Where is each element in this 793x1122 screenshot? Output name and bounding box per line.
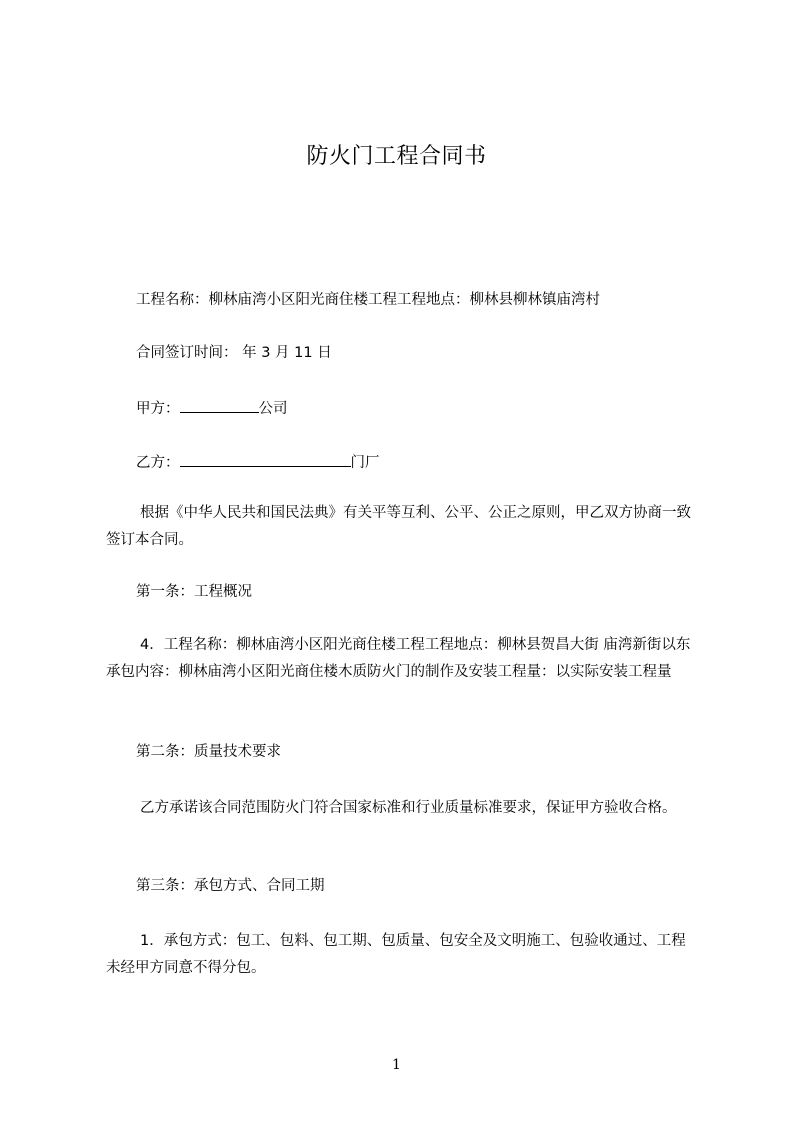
article-1-heading: 第一条：工程概况 <box>136 584 252 600</box>
party-b-blank <box>180 452 351 467</box>
article-3-item-1: 1．承包方式：包工、包料、包工期、包质量、包安全及文明施工、包验收通过、工程未经甲方同意不得分包。 <box>106 933 686 976</box>
document-title: 防火门工程合同书 <box>306 144 487 169</box>
party-b-suffix: 门厂 <box>350 455 380 471</box>
contract-sign-date: 合同签订时间： 年 3 月 11 日 <box>136 345 332 361</box>
party-a-blank <box>180 398 259 413</box>
page-number: 1 <box>392 1057 401 1073</box>
party-a-line <box>136 398 288 419</box>
party-a-suffix: 公司 <box>258 401 288 417</box>
article-2-heading: 第二条：质量技术要求 <box>136 744 281 760</box>
article-2-body: 乙方承诺该合同范围防火门符合国家标准和行业质量标准要求，保证甲方验收合格。 <box>140 800 677 816</box>
article-3-heading: 第三条：承包方式、合同工期 <box>136 878 325 894</box>
party-b-line <box>136 452 380 473</box>
preamble-paragraph: 根据《中华人民共和国民法典》有关平等互利、公平、公正之原则，甲乙双方协商一致签订本合同。 <box>106 505 691 548</box>
article-1-body: 4．工程名称：柳林庙湾小区阳光商住楼工程工程地点：柳林县贺昌大街 庙湾新街以东承包内容：柳林庙湾小区阳光商住楼木质防火门的制作及安装工程量：以实际安装工程量 <box>106 637 691 680</box>
party-b-label: 乙方： <box>136 455 180 471</box>
party-a-label: 甲方： <box>136 401 180 417</box>
project-info-line: 工程名称：柳林庙湾小区阳光商住楼工程工程地点：柳林县柳林镇庙湾村 <box>136 292 600 308</box>
